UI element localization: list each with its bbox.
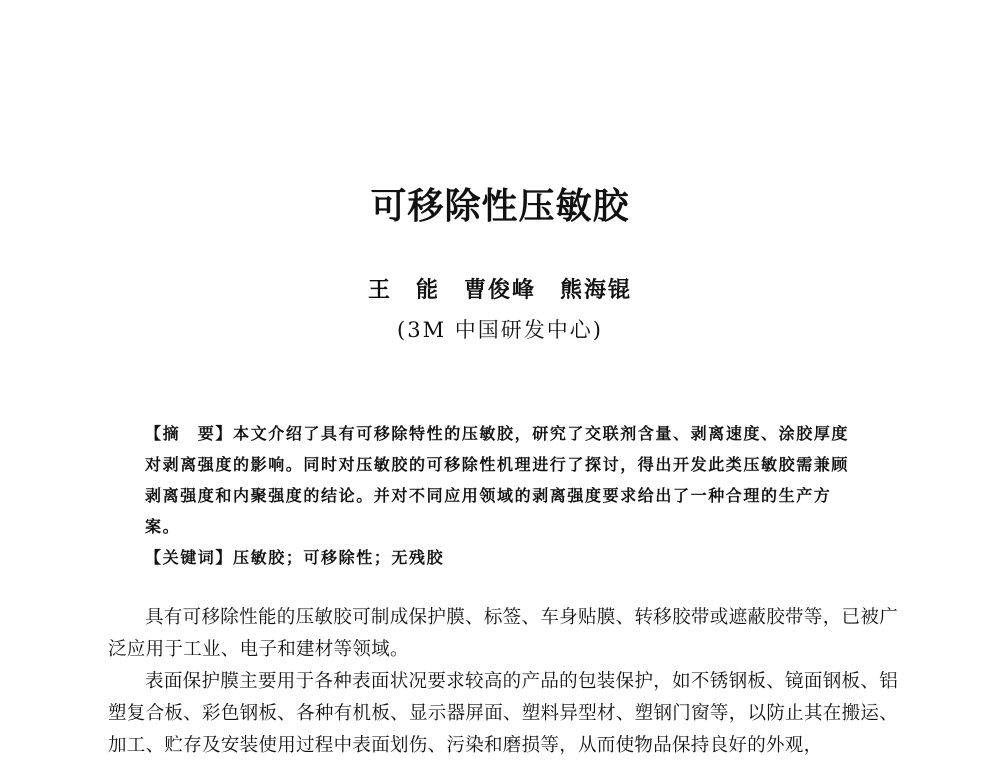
paper-title: 可移除性压敏胶: [370, 186, 630, 227]
abstract-label: 【摘 要】: [145, 424, 234, 443]
abstract-paragraph: [145, 418, 865, 542]
keywords-paragraph: [145, 542, 865, 573]
body-paragraph-1: 具有可移除性能的压敏胶可制成保护膜、标签、车身贴膜、转移胶带或遮蔽胶带等，已被广泛应用于工业、电子和建材等领域。: [108, 607, 898, 660]
author-list: 王 能 曹俊峰 熊海锟: [367, 277, 632, 303]
keywords-label: 【关键词】: [145, 548, 234, 567]
abstract-block: [145, 418, 865, 573]
abstract-text: 本文介绍了具有可移除特性的压敏胶，研究了交联剂含量、剥离速度、涂胶厚度对剥离强度的影响。同时对压敏胶的可移除性机理进行了探讨，得出开发此类压敏胶需兼顾剥离强度和内聚强度的结论。并对不同应用领域的剥离强度要求给出了一种合理的生产方案。: [145, 424, 850, 536]
author-affiliation: (3M 中国研发中心): [397, 318, 603, 342]
body-paragraph-2: 表面保护膜主要用于各种表面状况要求较高的产品的包装保护，如不锈钢板、镜面钢板、铝塑复合板、彩色钢板、各种有机板、显示器屏面、塑料异型材、塑钢门窗等，以防止其在搬运、加工、贮存及安装使用过程中表面划伤、污染和磨损等，从而使物品保持良好的外观，: [108, 671, 898, 756]
keywords-text: 压敏胶；可移除性；无残胶: [233, 548, 445, 567]
body-text: [108, 602, 898, 762]
